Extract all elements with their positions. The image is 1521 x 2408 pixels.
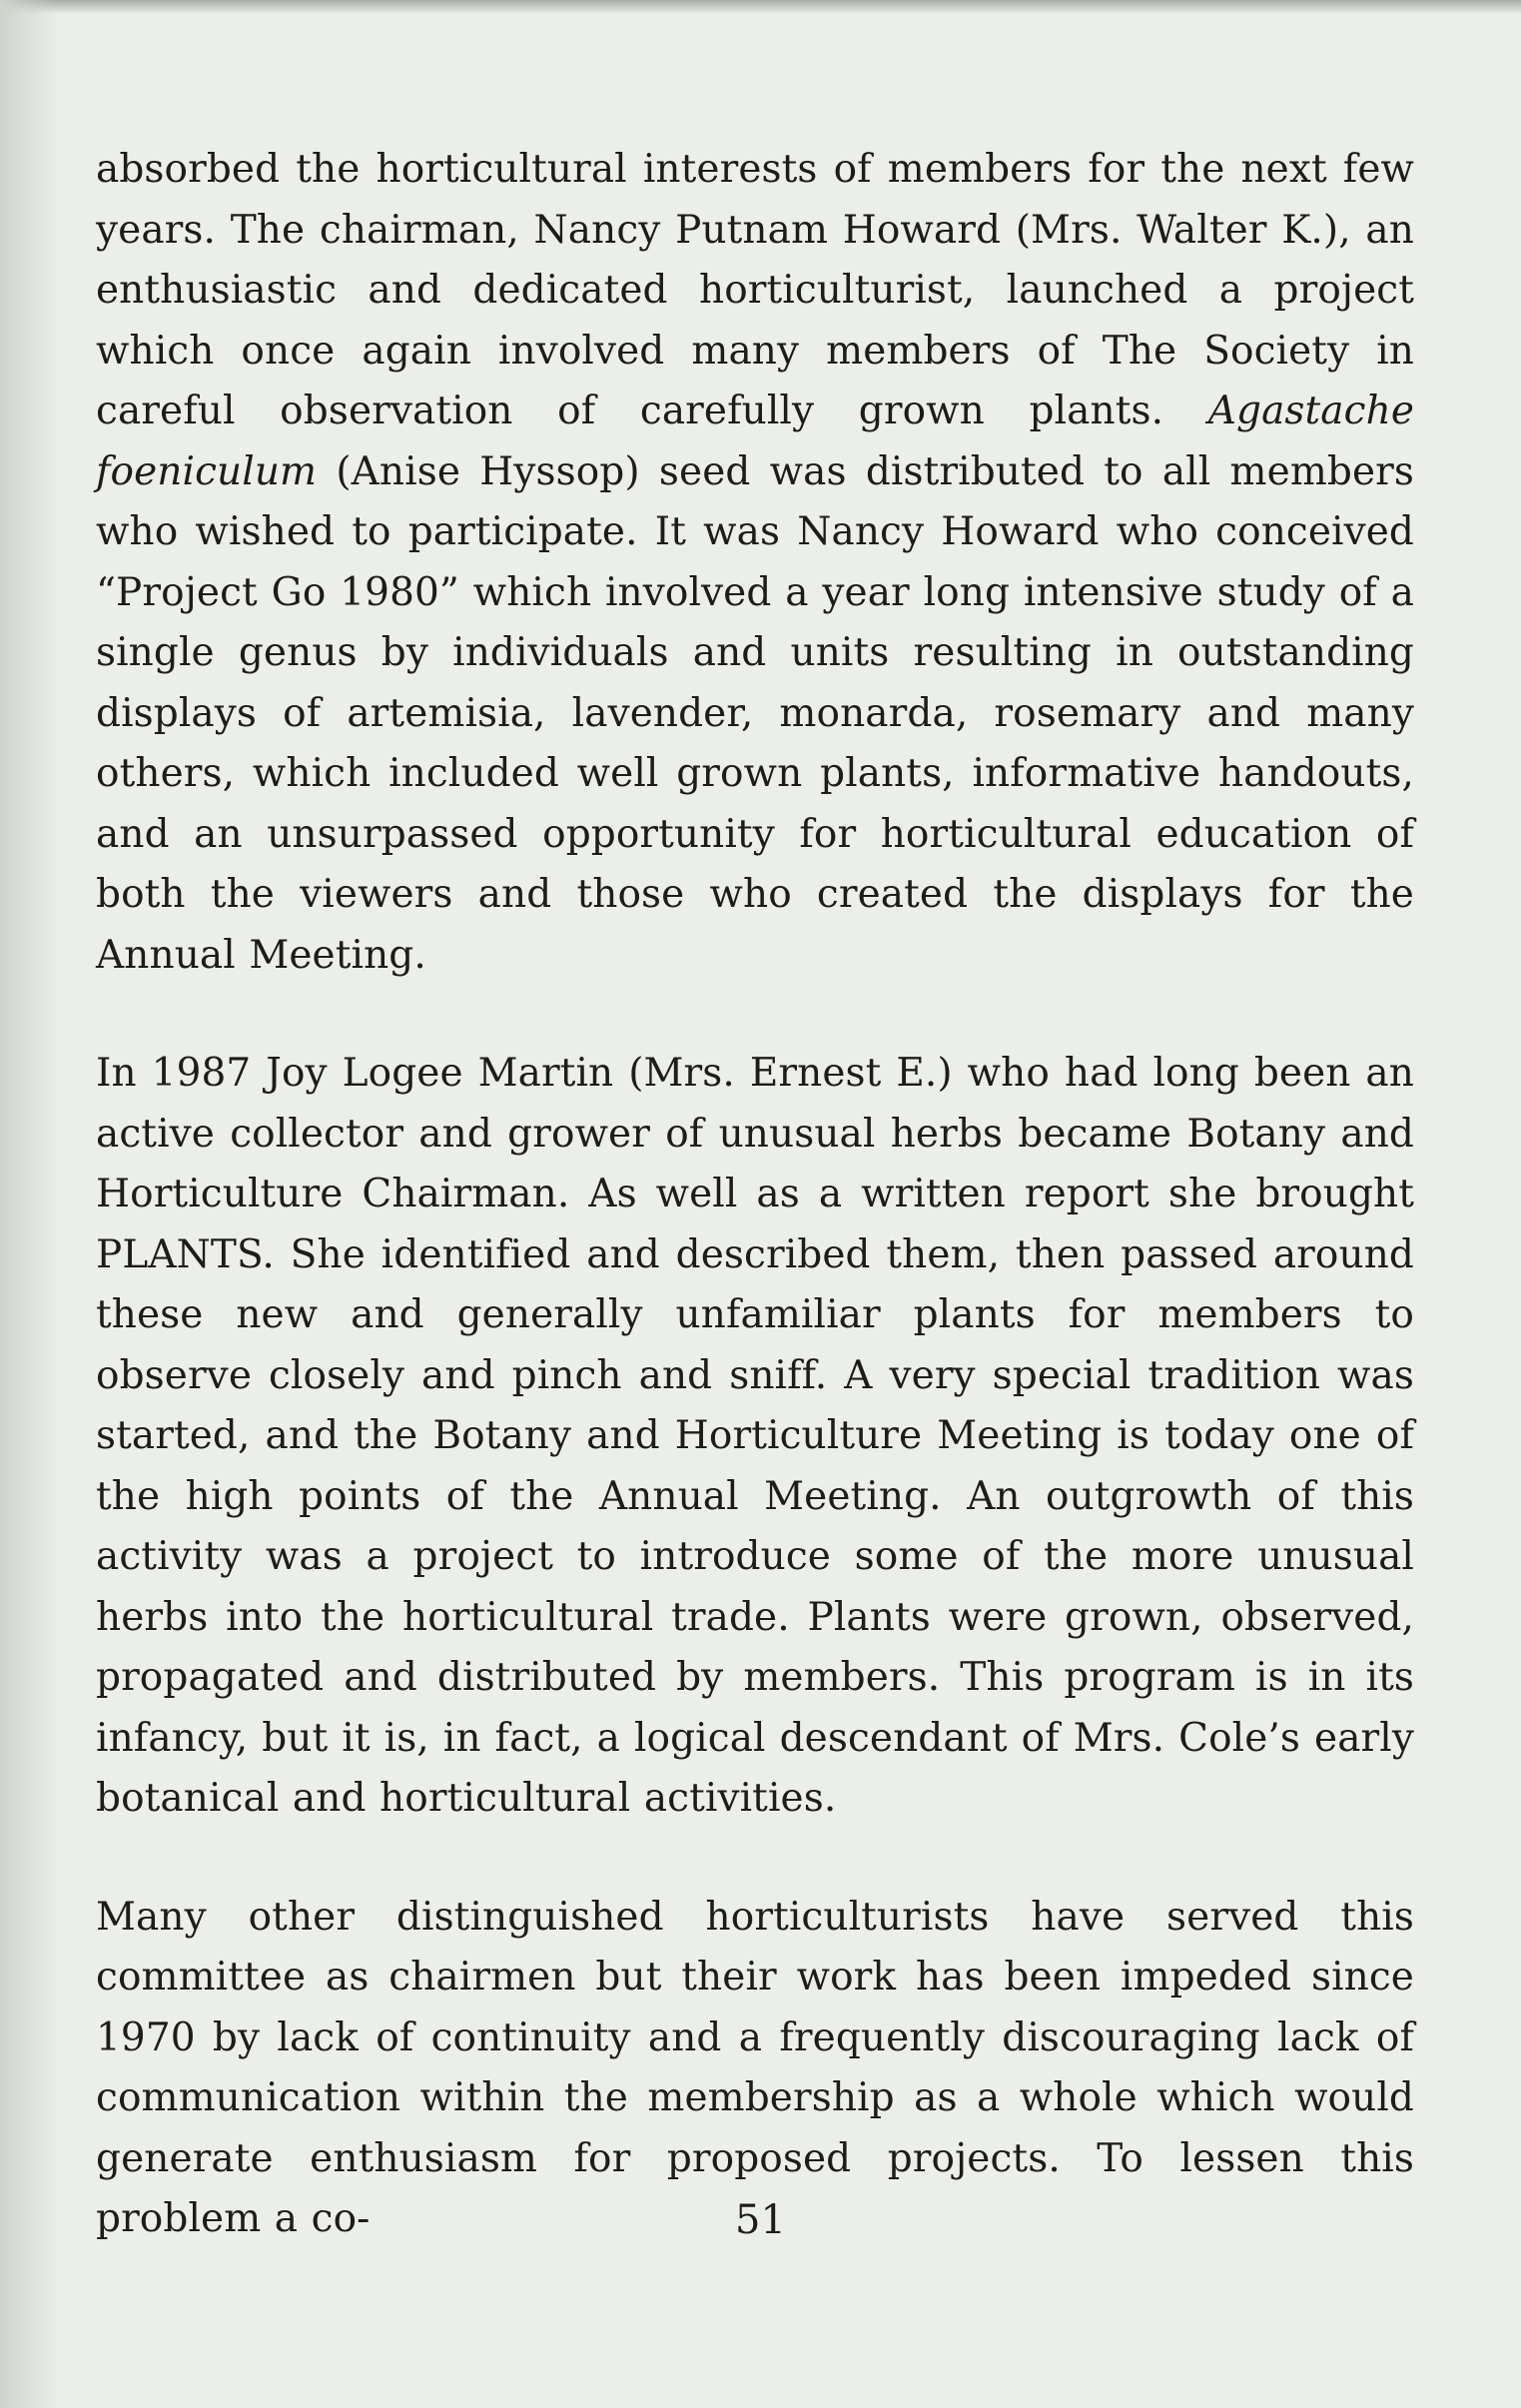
paragraph-1-end: (Anise Hyssop) seed was distributed to all members who wished to participate. It was Nancy Howard who conceived “Project Go 1980” which involved a year long intensive study of a single genus by individuals and units resulting in outstanding displays of artemisia, lavender, monarda, rosemary and many others, which included well grown plants, informative handouts, and an unsurpassed opportunity for horticultural education of both the viewers and those who created the displays for the Annual Meeting. xyxy=(96,448,1414,978)
page-number: 51 xyxy=(735,2197,786,2243)
page-top-edge xyxy=(0,0,1521,14)
paragraph-3: Many other distinguished horticulturists have served this committee as chairmen but their work has been impeded since 1970 by lack of continuity and a frequently discouraging lack of communication within the membership as a whole which would generate enthusiasm for proposed projects. To lessen this problem a co- xyxy=(96,1894,1414,2241)
paragraph-1-start: absorbed the horticultural interests of members for the next few years. The chairman, Nancy Putnam Howard (Mrs. Walter K.), an enthusiastic and dedicated horticulturist, launched a project which once again involved many members of The Society in careful observation of carefully grown plants. xyxy=(96,147,1414,433)
paragraph-1 xyxy=(96,140,1414,986)
book-page xyxy=(96,140,1414,2308)
paragraph-1-italic-plant-name: Agastache foeniculum xyxy=(96,389,1414,494)
paragraph-2: In 1987 Joy Logee Martin (Mrs. Ernest E.) who had long been an active collector and grower of unusual herbs became Botany and Horticulture Chairman. As well as a written report she brought PLANTS. She identified and described them, then passed around these new and generally unfamiliar plants for members to observe closely and pinch and sniff. A very special tradition was started, and the Botany and Horticulture Meeting is today one of the high points of the Annual Meeting. An outgrowth of this activity was a project to introduce some of the more unusual herbs into the horticultural trade. Plants were grown, observed, propagated and distributed by members. This program is in its infancy, but it is, in fact, a logical descendant of Mrs. Cole’s early botanical and horticultural activities. xyxy=(96,1051,1414,1821)
page-gutter-shadow xyxy=(0,0,60,2408)
